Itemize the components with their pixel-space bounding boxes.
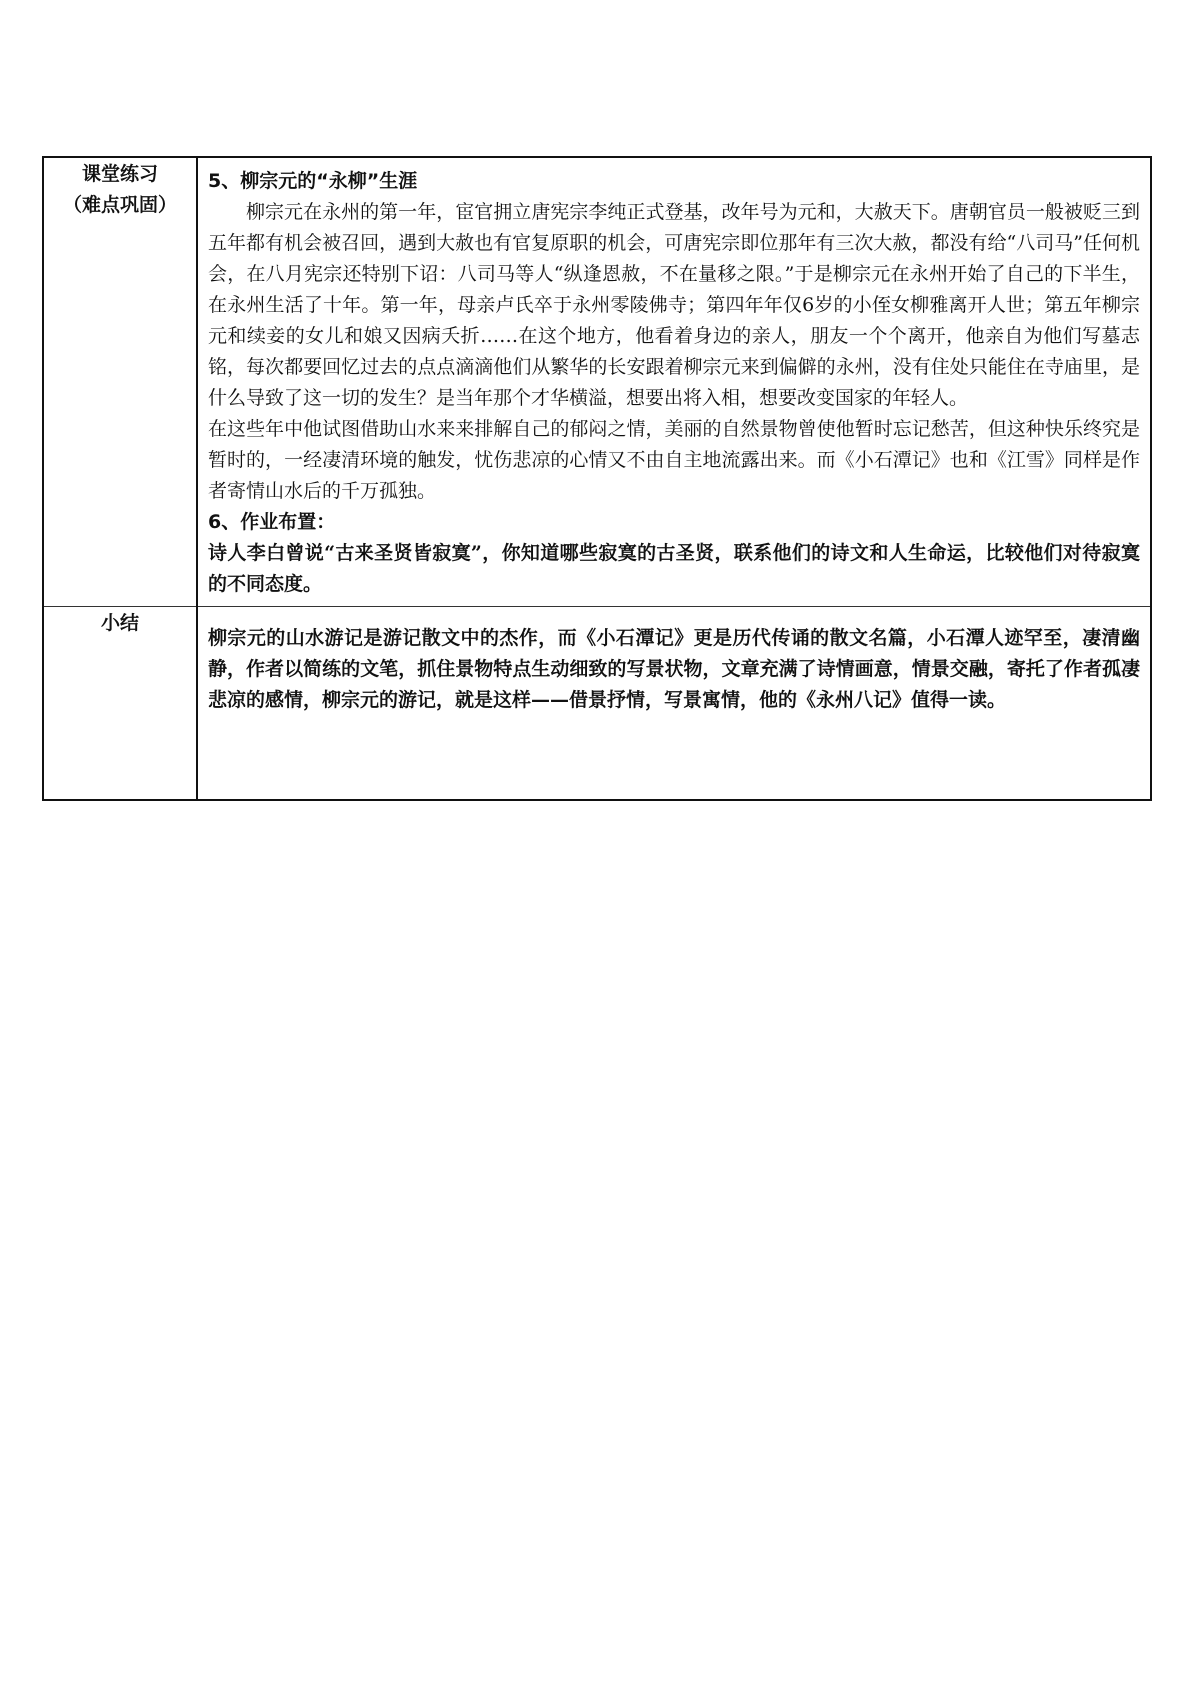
lesson-plan-table: [42, 156, 1152, 801]
section-5-paragraph-1: 柳宗元在永州的第一年，宦官拥立唐宪宗李纯正式登基，改年号为元和，大赦天下。唐朝官员一般被贬三到五年都有机会被召回，遇到大赦也有官复原职的机会，可唐宪宗即位那年有三次大赦，都没有给“八司马”任何机会，在八月宪宗还特别下诏：八司马等人“纵逢恩赦，不在量移之限。”于是柳宗元在永州开始了自己的下半生，在永州生活了十年。第一年，母亲卢氏卒于永州零陵佛寺；第四年年仅6岁的小侄女柳雅离开人世；第五年柳宗元和续妾的女儿和娘又因病夭折……在这个地方，他看着身边的亲人，朋友一个个离开，他亲自为他们写墓志铭，每次都要回忆过去的点点滴滴他们从繁华的长安跟着柳宗元来到偏僻的永州，没有住处只能住在寺庙里，是什么导致了这一切的发生？是当年那个才华横溢，想要出将入相，想要改变国家的年轻人。: [208, 201, 1140, 409]
practice-sublabel: （难点巩固）: [62, 194, 177, 216]
summary-text: 柳宗元的山水游记是游记散文中的杰作，而《小石潭记》更是历代传诵的散文名篇，小石潭人迹罕至，凄清幽静，作者以简练的文笔，抓住景物特点生动细致的写景状物，文章充满了诗情画意，情景交融，寄托了作者孤凄悲凉的感情，柳宗元的游记，就是这样——借景抒情，写景寓情，他的《永州八记》值得一读。: [208, 627, 1140, 711]
practice-row: [43, 157, 1151, 607]
summary-label: 小结: [100, 612, 139, 634]
homework-text: 诗人李白曾说“古来圣贤皆寂寞”，你知道哪些寂寞的古圣贤，联系他们的诗文和人生命运，比较他们对待寂寞的不同态度。: [208, 542, 1140, 595]
practice-content-cell: [197, 157, 1151, 607]
summary-content-cell: [197, 607, 1151, 801]
section-5-heading: 5、柳宗元的“永柳”生涯: [208, 170, 418, 192]
summary-label-cell: [43, 607, 197, 801]
section-5-paragraph-2: 在这些年中他试图借助山水来来排解自己的郁闷之情，美丽的自然景物曾使他暂时忘记愁苦，但这种快乐终究是暂时的，一经凄清环境的触发，忧伤悲凉的心情又不由自主地流露出来。而《小石潭记》也和《江雪》同样是作者寄情山水后的千万孤独。: [208, 418, 1140, 502]
practice-label-cell: [43, 157, 197, 607]
section-6-heading: 6、作业布置：: [208, 511, 336, 533]
practice-label: 课堂练习: [81, 163, 158, 185]
summary-row: [43, 607, 1151, 801]
